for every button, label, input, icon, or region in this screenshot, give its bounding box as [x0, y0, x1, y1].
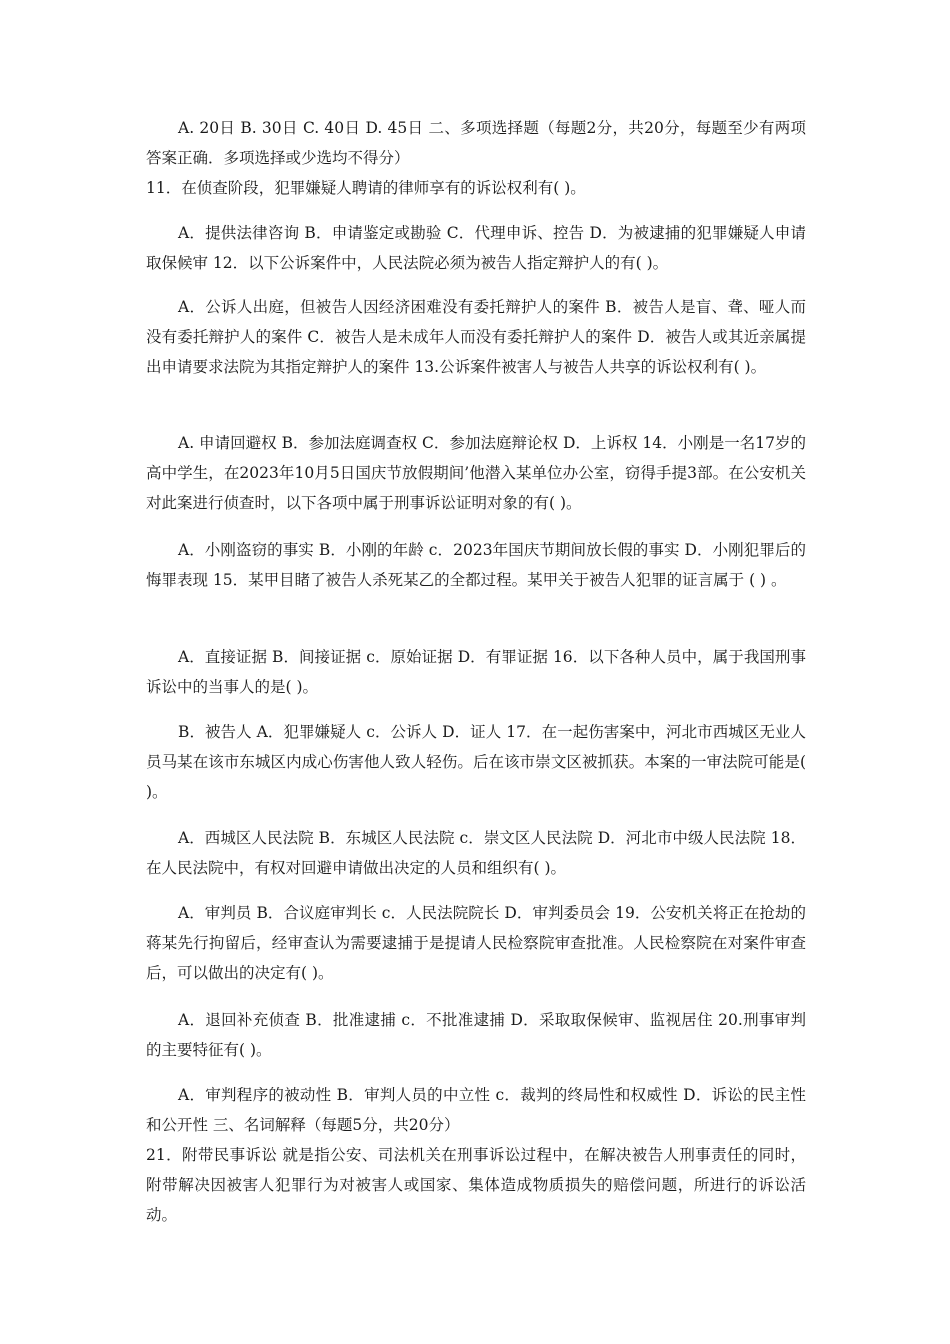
- paragraph-options-20: A．审判程序的被动性 B．审判人员的中立性 c．裁判的终局性和权威性 D．诉讼的民主性和公开性 三、名词解释（每题5分，共20分）: [146, 1086, 806, 1134]
- paragraph-options-14: A．小刚盗窃的事实 B．小刚的年龄 c．2023年国庆节期间放长假的事实 D．小刚犯罪后的悔罪表现 15．某甲目睹了被告人杀死某乙的全都过程。某甲关于被告人犯罪的证言属于 ( ) 。: [146, 541, 806, 589]
- paragraph-options-16: B．被告人 A．犯罪嫌疑人 c．公诉人 D．证人 17．在一起伤害案中，河北市西城区无业人员马某在该市东城区内成心伤害他人致人轻伤。后在该市崇文区被抓获。本案的一审法院可能是( )。: [146, 723, 806, 801]
- paragraph-options-13: A. 申请回避权 B．参加法庭调查权 C．参加法庭辩论权 D．上诉权 14．小刚是一名17岁的高中学生，在2023年10月5日国庆节放假期间’他潜入某单位办公室，窃得手提3部。在公安机关对此案进行侦查时，以下各项中属于刑事诉讼证明对象的有( )。: [146, 434, 806, 512]
- paragraph-term-21: 21．附带民事诉讼 就是指公安、司法机关在刑事诉讼过程中，在解决被告人刑事责任的同时，附带解决因被害人犯罪行为对被害人或国家、集体造成物质损失的赔偿问题，所进行的诉讼活动。: [146, 1146, 806, 1224]
- paragraph-mc-options-10: A. 20日 B. 30日 C. 40日 D. 45日 二、多项选择题（每题2分，共20分，每题至少有两项答案正确．多项选择或少选均不得分）: [146, 119, 806, 167]
- paragraph-options-15: A．直接证据 B．间接证据 c．原始证据 D．有罪证据 16．以下各种人员中，属于我国刑事诉讼中的当事人的是( )。: [146, 648, 806, 696]
- paragraph-options-18: A．审判员 B．合议庭审判长 c．人民法院院长 D．审判委员会 19．公安机关将正在抢劫的蒋某先行拘留后，经审查认为需要逮捕于是提请人民检察院审查批准。人民检察院在对案件审查后，可以做出的决定有( )。: [146, 904, 806, 982]
- paragraph-options-19: A．退回补充侦查 B．批准逮捕 c．不批准逮捕 D．采取取保候审、监视居住 20.刑事审判的主要特征有( )。: [146, 1011, 806, 1059]
- paragraph-options-11: A．提供法律咨询 B．申请鉴定或勘验 C．代理申诉、控告 D．为被逮捕的犯罪嫌疑人申请取保候审 12．以下公诉案件中，人民法院必须为被告人指定辩护人的有( )。: [146, 224, 806, 272]
- paragraph-options-12: A．公诉人出庭，但被告人因经济困难没有委托辩护人的案件 B．被告人是盲、聋、哑人而没有委托辩护人的案件 C．被告人是未成年人而没有委托辩护人的案件 D．被告人或其近亲属提出申请要求法院为其指定辩护人的案件 13.公诉案件被害人与被告人共享的诉讼权利有( )。: [146, 298, 806, 376]
- paragraph-question-11: 11．在侦查阶段，犯罪嫌疑人聘请的律师享有的诉讼权利有( )。: [146, 179, 586, 197]
- paragraph-options-17: A．西城区人民法院 B．东城区人民法院 c．崇文区人民法院 D．河北市中级人民法院 18．在人民法院中，有权对回避申请做出决定的人员和组织有( )。: [146, 829, 806, 877]
